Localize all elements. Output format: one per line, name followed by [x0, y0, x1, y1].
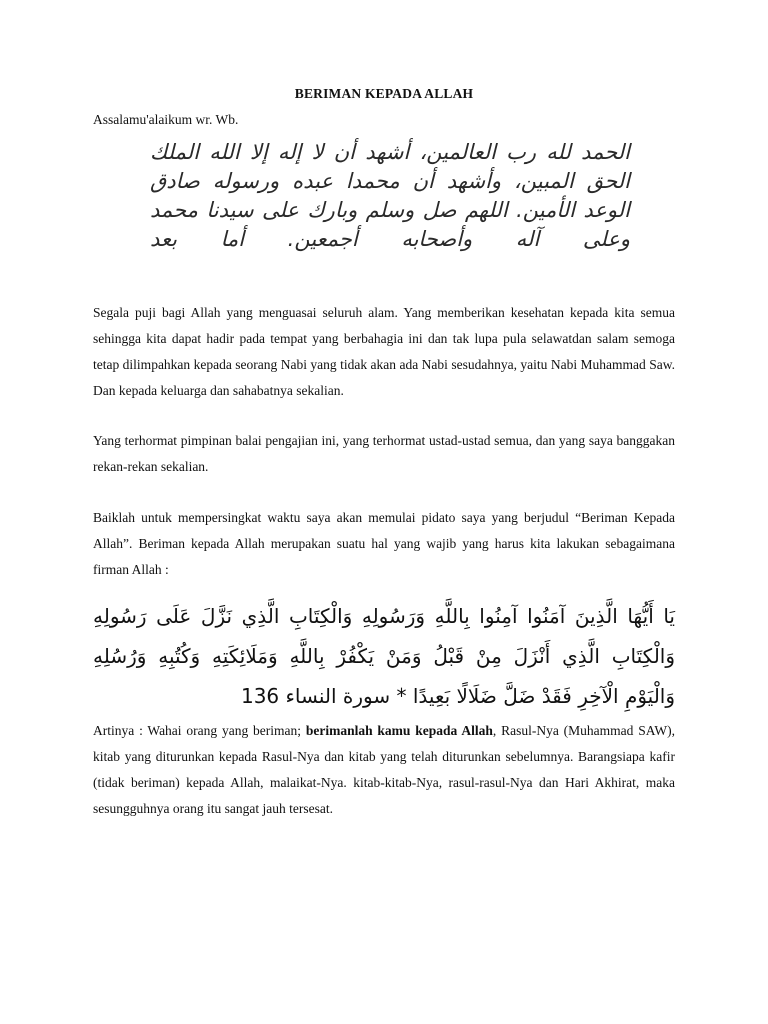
verse-reference: * سورة النساء 136 — [240, 684, 407, 708]
arabic-calligraphy-image — [150, 138, 630, 286]
salutation-paragraph: Yang terhormat pimpinan balai pengajian ini, yang terhormat ustad-ustad semua, dan yang saya banggakan rekan-rekan sekalian. — [93, 433, 675, 474]
translation-emphasis: berimanlah kamu kepada Allah — [305, 723, 493, 738]
calligraphy-text: الحمد لله رب العالمين، أشهد أن لا إله إلا الله الملك الحق المبين، وأشهد أن محمدا عبده ورسوله صادق الوعد الأمين. اللهم صل وسلم وبارك على سيدنا محمد وعلى آله وأصحابه أجمعين. أما بعد — [150, 140, 630, 251]
opening-paragraph: Segala puji bagi Allah yang menguasai seluruh alam. Yang memberikan kesehatan kepada kita semua sehingga kita dapat hadir pada tempat yang berbahagia ini dan tak lupa pula selawatdan salam semoga tetap dilimpahkan kepada seorang Nabi yang tidak akan ada Nabi sesudahnya, yaitu Nabi Muhammad Saw. Dan kepada keluarga dan sahabatnya sekalian. — [93, 305, 675, 398]
translation-suffix: , Rasul-Nya (Muhammad SAW), kitab yang diturunkan kepada Rasul-Nya dan kitab yang telah diturunkan sebelumnya. Barangsiapa kafir (tidak beriman) kepada Allah, malaikat-Nya. kitab-kitab-Nya, rasul-rasul-Nya dan Hari Akhirat, maka sesungguhnya orang itu sangat jauh tersesat. — [93, 723, 676, 816]
verse-translation — [93, 718, 675, 822]
verse-text: يَا أَيُّهَا الَّذِينَ آمَنُوا آمِنُوا بِاللَّهِ وَرَسُولِهِ وَالْكِتَابِ الَّذِي نَزَّلَ عَلَى رَسُولِهِ وَالْكِتَابِ الَّذِي أَنْزَلَ مِنْ قَبْلُ وَمَنْ يَكْفُرْ بِاللَّهِ وَمَلَائِكَتِهِ وَكُتُبِهِ وَرُسُلِهِ وَالْيَوْمِ الْآخِرِ فَقَدْ ضَلَّ ضَلَالًا بَعِيدًا — [93, 604, 675, 708]
introduction-paragraph: Baiklah untuk mempersingkat waktu saya akan memulai pidato saya yang berjudul “Beriman Kepada Allah”. Beriman kepada Allah merupakan suatu hal yang wajib yang harus kita lakukan sebagaimana firman Allah : — [93, 510, 675, 577]
document-title: BERIMAN KEPADA ALLAH — [294, 86, 474, 101]
quran-verse — [93, 596, 675, 716]
greeting-text: Assalamu'alaikum wr. Wb. — [93, 112, 239, 127]
translation-prefix: Artinya : Wahai orang yang beriman; — [93, 723, 306, 738]
